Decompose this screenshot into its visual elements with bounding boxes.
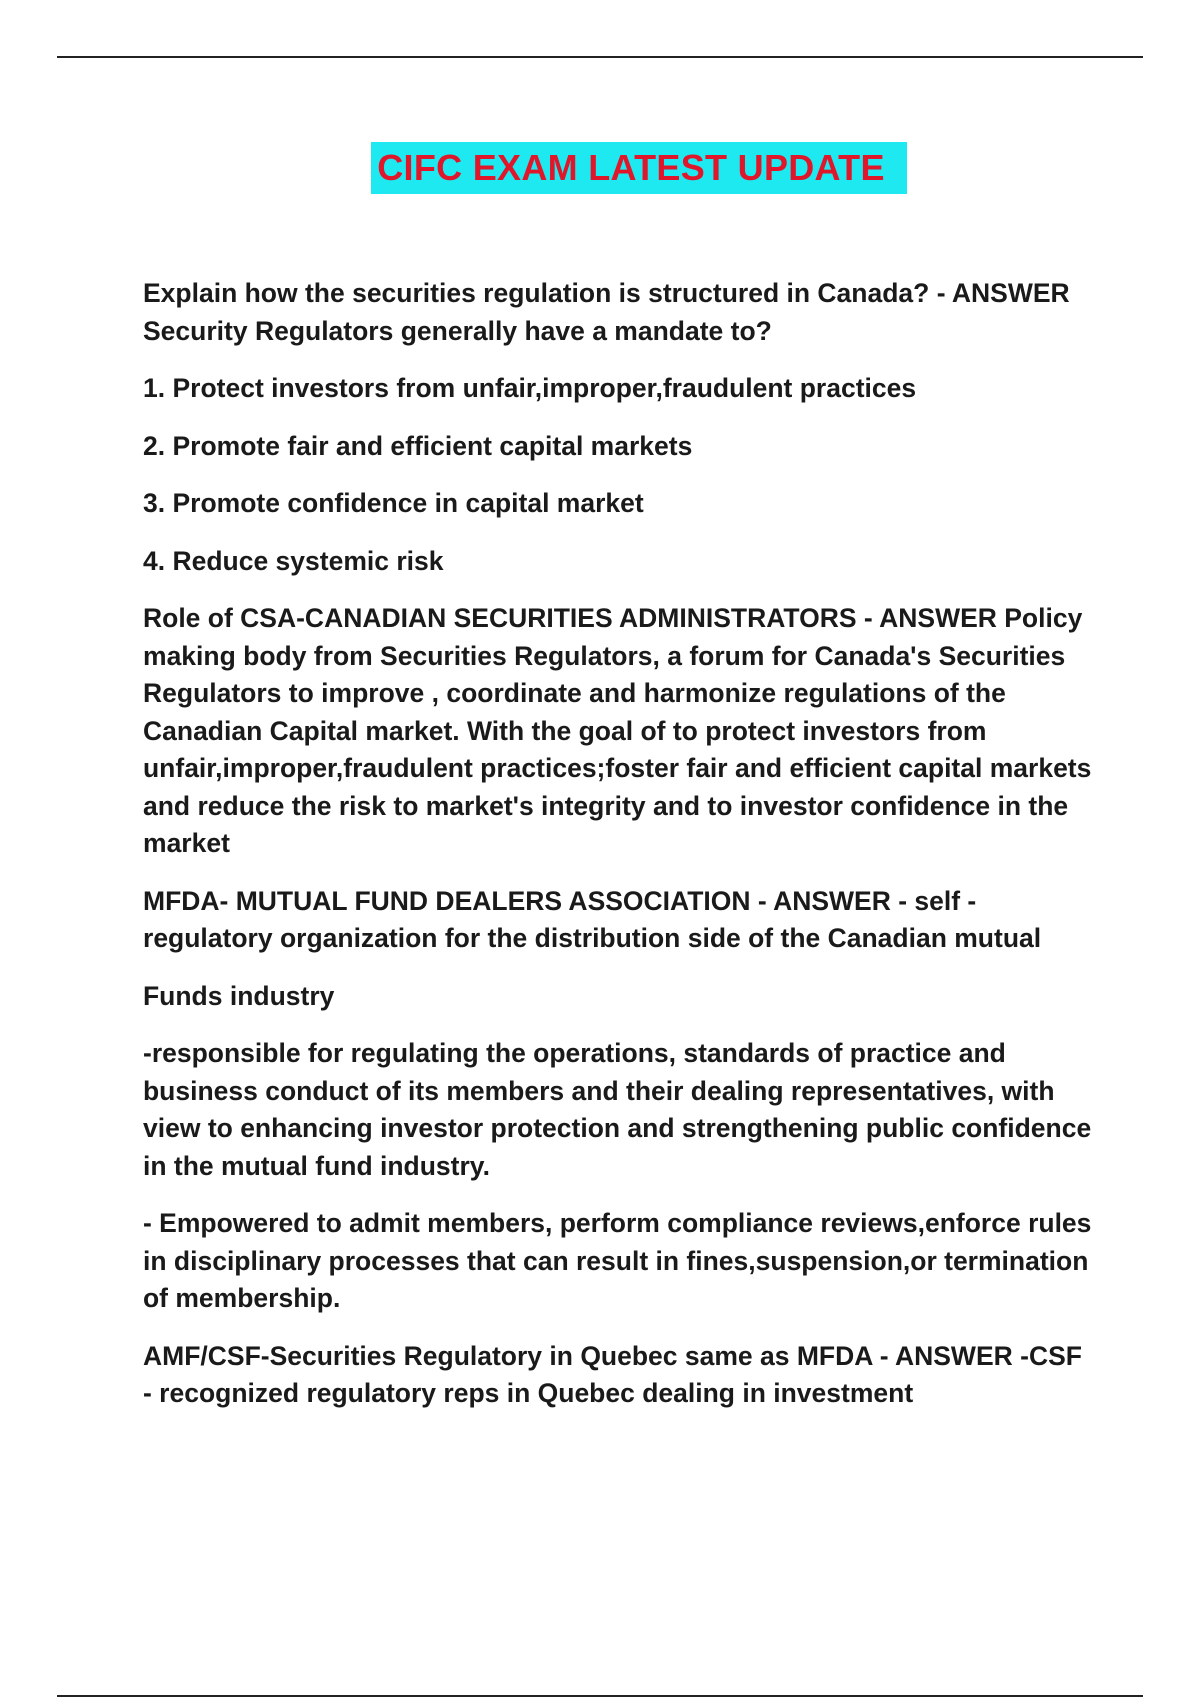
paragraph-mfda: MFDA- MUTUAL FUND DEALERS ASSOCIATION - ANSWER - self -regulatory organization for the distribution side of the Canadian mutual xyxy=(143,885,1042,953)
paragraph-amf-csf: AMF/CSF-Securities Regulatory in Quebec same as MFDA - ANSWER -CSF - recognized regulatory reps in Quebec dealing in investment xyxy=(143,1340,1082,1408)
document-body xyxy=(143,275,1093,1433)
paragraph-question-structure: Explain how the securities regulation is structured in Canada? - ANSWER Security Regulators generally have a mandate to? xyxy=(143,278,1070,346)
list-item-1: 1. Protect investors from unfair,improper,fraudulent practices xyxy=(143,373,917,403)
paragraph-mfda-responsibilities: -responsible for regulating the operations, standards of practice and business conduct of its members and their dealing representatives, with view to enhancing investor protection and strengthening public confidence in the mutual fund industry. xyxy=(143,1038,1092,1181)
list-item-4: 4. Reduce systemic risk xyxy=(143,545,444,576)
paragraph-funds-industry: Funds industry xyxy=(143,980,335,1011)
list-item-3: 3. Promote confidence in capital market xyxy=(143,488,644,518)
document-title: CIFC EXAM LATEST UPDATE xyxy=(371,142,907,194)
paragraph-mfda-powers: - Empowered to admit members, perform compliance reviews,enforce rules in disciplinary processes that can result in fines,suspension,or termination of membership. xyxy=(143,1208,1092,1313)
list-item-2: 2. Promote fair and efficient capital markets xyxy=(143,430,693,461)
top-rule xyxy=(57,56,1143,58)
title-block xyxy=(0,142,1200,194)
bottom-rule xyxy=(57,1695,1143,1697)
paragraph-csa-role: Role of CSA-CANADIAN SECURITIES ADMINISTRATORS - ANSWER Policy making body from Securities Regulators, a forum for Canada's Securities Regulators to improve , coordinate and harmonize regulations of the Canadian Capital market. With the goal of to protect investors from unfair,improper,fraudulent practices;foster fair and efficient capital markets and reduce the risk to market's integrity and to investor confidence in the market xyxy=(143,603,1092,858)
